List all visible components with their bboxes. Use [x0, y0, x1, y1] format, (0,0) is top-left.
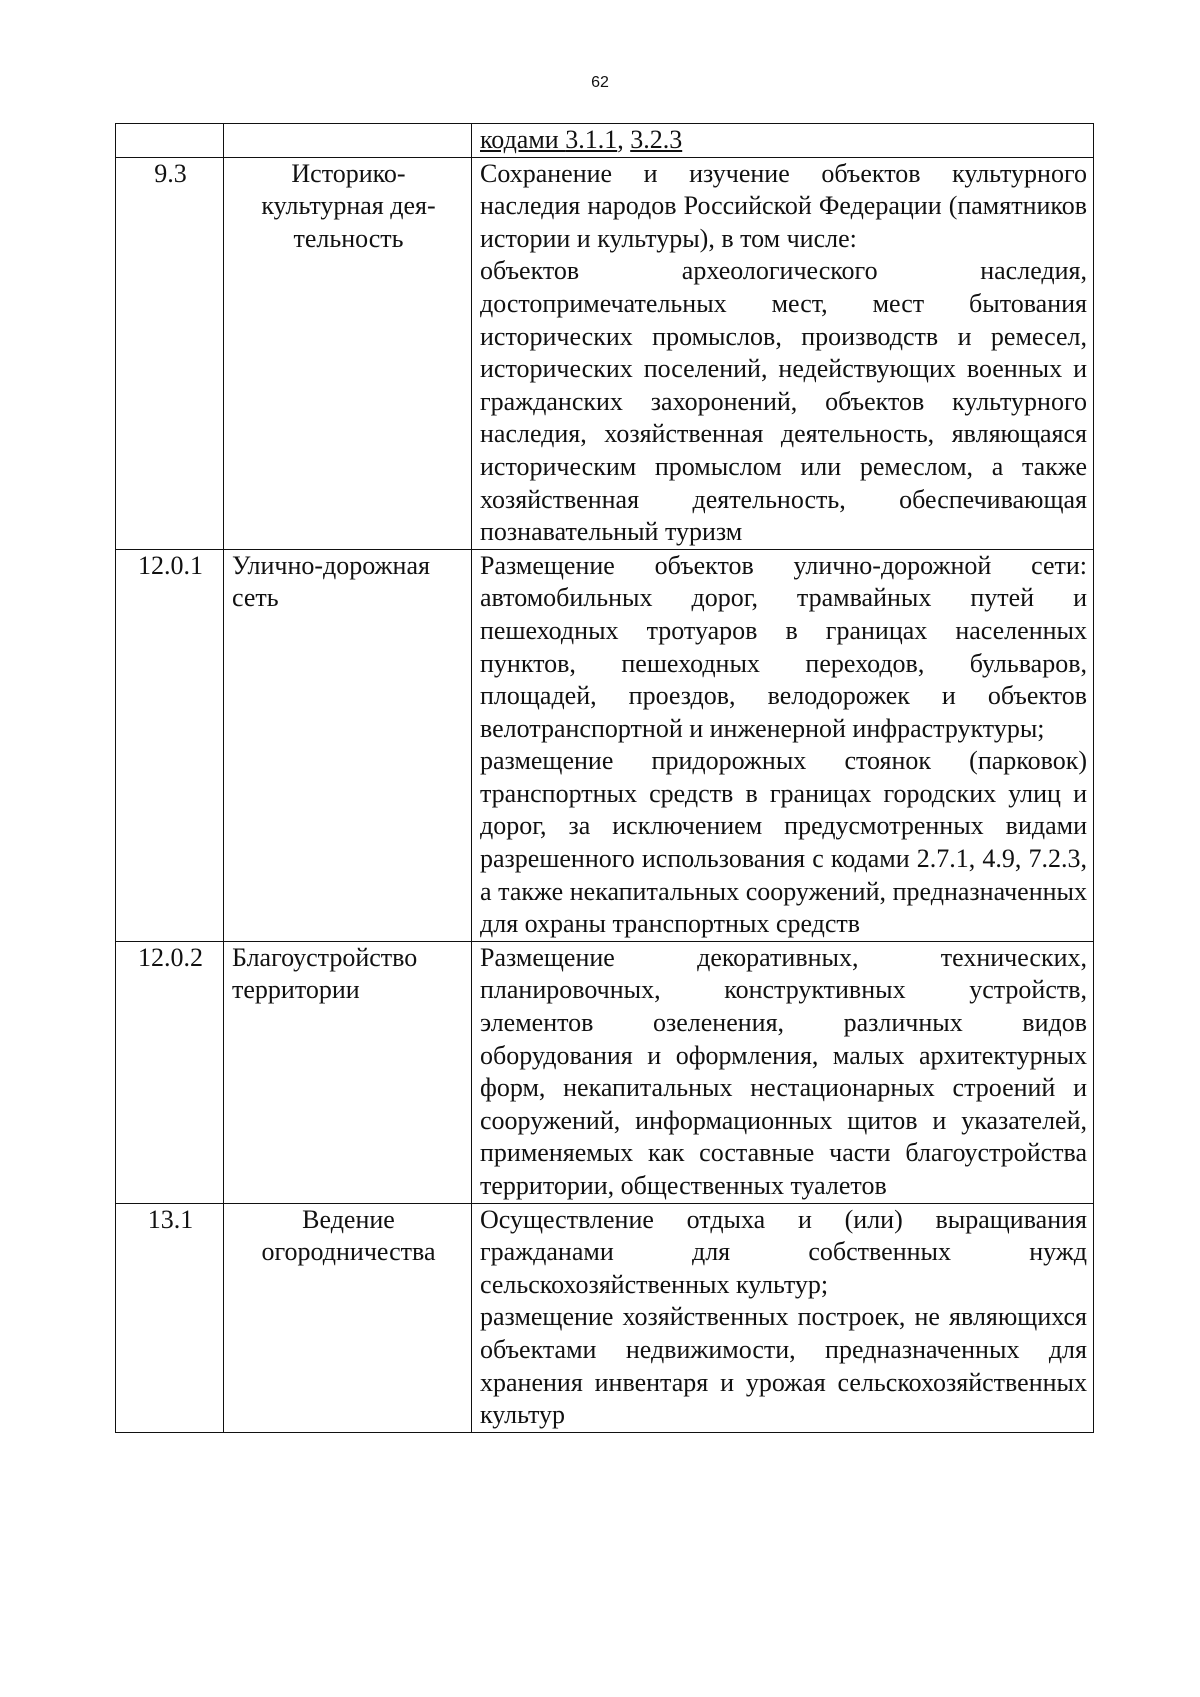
description-paragraph: Осуществление отдыха и (или) выращивания гражданами для собственных нужд сельскохозяйственных культур; [480, 1204, 1087, 1299]
code-cell: 9.3 [116, 157, 224, 549]
description-paragraph: Размещение объектов улично-дорожной сети: автомобильных дорог, трамвайных путей и пешеходных тротуаров в границах населенных пунктов, пешеходных переходов, бульваров, площадей, проездов, велодорожек и объектов велотранспортной и инженерной инфраструктуры; [480, 550, 1087, 743]
code-cell [116, 124, 224, 158]
code-link[interactable]: 3.2.3 [630, 125, 683, 154]
code-cell: 12.0.1 [116, 549, 224, 941]
code-link[interactable]: 3.1.1 [565, 125, 618, 154]
code-cell: 13.1 [116, 1203, 224, 1432]
description-paragraph: размещение хозяйственных построек, не являющихся объектами недвижимости, предназначенных для хранения инвентаря и урожая сельскохозяйственных культур [480, 1302, 1087, 1430]
table-row [116, 549, 1094, 941]
code-cell: 12.0.2 [116, 941, 224, 1203]
description-paragraph: Сохранение и изучение объектов культурного наследия народов Российской Федерации (памятников истории и культуры), в том числе: [480, 158, 1087, 253]
table-row-continuation [116, 124, 1094, 158]
continuation-separator: , [617, 125, 631, 154]
description-cell [472, 1203, 1094, 1432]
name-cell: Ведение огородничества [224, 1203, 472, 1432]
table-row [116, 157, 1094, 549]
continuation-prefix: кодами [480, 125, 566, 154]
name-cell: Благоустройство территории [224, 941, 472, 1203]
table-row [116, 941, 1094, 1203]
description-cell [472, 941, 1094, 1203]
table-row [116, 1203, 1094, 1432]
name-cell [224, 124, 472, 158]
description-paragraph: Размещение декоративных, технических, планировочных, конструктивных устройств, элементов озеленения, различных видов оборудования и оформления, малых архитектурных форм, некапитальных нестационарных строений и сооружений, информационных щитов и указателей, применяемых как составные части благоустройства территории, общественных туалетов [480, 942, 1087, 1200]
land-use-table [115, 123, 1094, 1433]
description-cell [472, 549, 1094, 941]
description-cell [472, 124, 1094, 158]
page-number: 62 [591, 74, 609, 91]
name-cell: Улично-дорожная сеть [224, 549, 472, 941]
description-paragraph: размещение придорожных стоянок (парковок) транспортных средств в границах городских улиц и дорог, за исключением предусмотренных видами разрешенного использования с кодами 2.7.1, 4.9, 7.2.3, а также некапитальных сооружений, предназначенных для охраны транспортных средств [480, 746, 1087, 939]
name-cell: Историко-культурная дея-тельность [224, 157, 472, 549]
description-paragraph: объектов археологического наследия, достопримечательных мест, мест бытования исторических промыслов, производств и ремесел, исторических поселений, недействующих военных и гражданских захоронений, объектов культурного наследия, хозяйственная деятельность, являющаяся историческим промыслом или ремеслом, а также хозяйственная деятельность, обеспечивающая познавательный туризм [480, 256, 1087, 547]
description-cell [472, 157, 1094, 549]
